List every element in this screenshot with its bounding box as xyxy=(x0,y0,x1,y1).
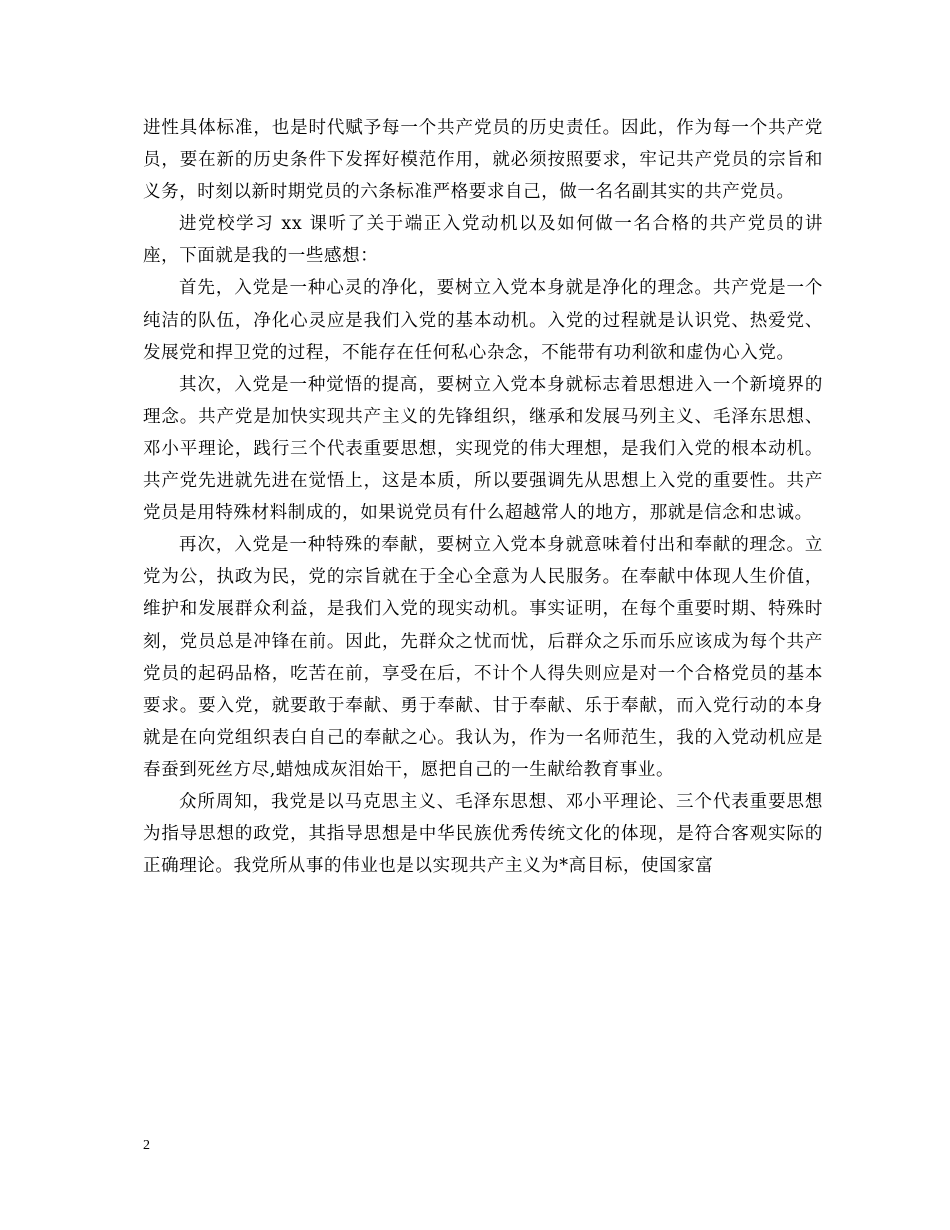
paragraph-party-school: 进党校学习 xx 课听了关于端正入党动机以及如何做一名合格的共产党员的讲座，下面就是我的一些感想： xyxy=(143,214,823,267)
paragraph-guiding-thought: 众所周知，我党是以马克思主义、毛泽东思想、邓小平理论、三个代表重要思想为指导思想的政党，其指导思想是中华民族优秀传统文化的体现，是符合客观实际的正确理论。我党所从事的伟业也是以实现共产主义为*高目标，使国家富 xyxy=(143,791,823,877)
page-number: 2 xyxy=(143,1138,150,1153)
document-body xyxy=(143,112,823,882)
paragraph-second: 其次，入党是一种觉悟的提高，要树立入党本身就标志着思想进入一个新境界的理念。共产党是加快实现共产主义的先锋组织，继承和发展马列主义、毛泽东思想、邓小平理论，践行三个代表重要思想，实现党的伟大理想，是我们入党的根本动机。共产党先进就先进在觉悟上，这是本质，所以要强调先从思想上入党的重要性。共产党员是用特殊材料制成的，如果说党员有什么超越常人的地方，那就是信念和忠诚。 xyxy=(143,374,823,524)
paragraph-continuation: 进性具体标准，也是时代赋予每一个共产党员的历史责任。因此，作为每一个共产党员，要在新的历史条件下发挥好模范作用，就必须按照要求，牢记共产党员的宗旨和义务，时刻以新时期党员的六条标准严格要求自己，做一名名副其实的共产党员。 xyxy=(143,118,823,203)
paragraph-third: 再次，入党是一种特殊的奉献，要树立入党本身就意味着付出和奉献的理念。立党为公，执政为民，党的宗旨就在于全心全意为人民服务。在奉献中体现人生价值，维护和发展群众利益，是我们入党的现实动机。事实证明，在每个重要时期、特殊时刻，党员总是冲锋在前。因此，先群众之忧而忧，后群众之乐而乐应该成为每个共产党员的起码品格，吃苦在前，享受在后，不计个人得失则应是对一个合格党员的基本要求。要入党，就要敢于奉献、勇于奉献、甘于奉献、乐于奉献，而入党行动的本身就是在向党组织表白自己的奉献之心。我认为，作为一名师范生，我的入党动机应是春蚕到死丝方尽,蜡烛成灰泪始干，愿把自己的一生献给教育事业。 xyxy=(143,535,823,780)
paragraph-first: 首先，入党是一种心灵的净化，要树立入党本身就是净化的理念。共产党是一个纯洁的队伍，净化心灵应是我们入党的基本动机。入党的过程就是认识党、热爱党、发展党和捍卫党的过程，不能存在任何私心杂念，不能带有功利欲和虚伪心入党。 xyxy=(143,278,823,363)
